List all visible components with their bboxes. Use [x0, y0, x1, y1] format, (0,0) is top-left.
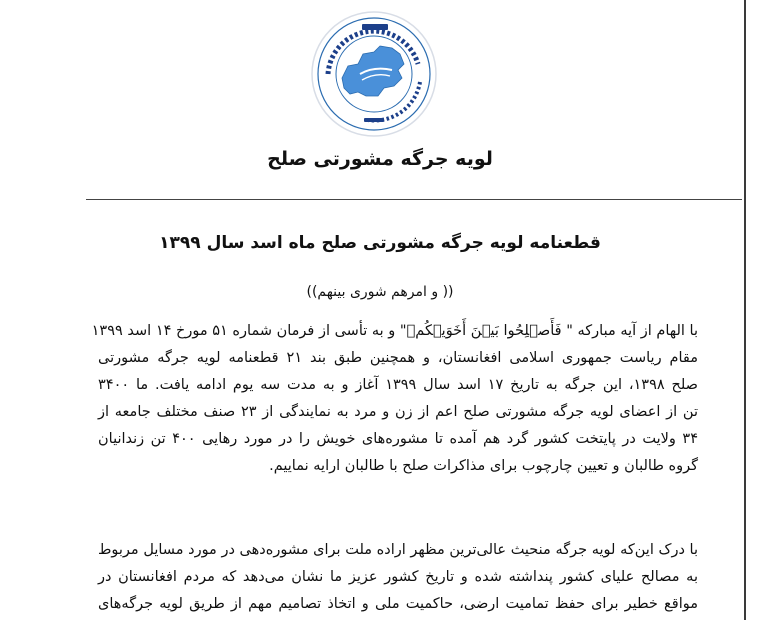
paragraph-line: با درک این‌که لویه جرگه منحیث عالی‌ترین مظهر اراده ملت برای مشوره‌دهی در مورد مسایل مربوط [98, 542, 698, 558]
header-divider [86, 199, 742, 200]
loya-jirga-emblem-icon [308, 8, 440, 140]
paragraph-line: ۳۴ ولایت در پایتخت کشور گرد هم آمده تا مشوره‌های خویش را در مورد رهایی ۴۰۰ تن زندانیان [98, 431, 698, 447]
paragraph-line: تن از اعضای لویه جرگه مشورتی صلح اعم از زن و مرد به نمایندگی از ۲۳ صنف مختلف جامعه از [98, 404, 698, 420]
document-title: قطعنامه لویه جرگه مشورتی صلح ماه اسد سال ۱۳۹۹ [159, 233, 601, 253]
paragraph-line: به مصالح علیای کشور پنداشته شده و تاریخ کشور عزیز ما نشان می‌دهد که مردم افغانستان در [98, 569, 698, 585]
page-edge-border [744, 0, 746, 620]
organization-title: لویه جرگه مشورتی صلح [267, 148, 493, 170]
paragraph-line: با الهام از آیه مبارکه " فَأَصۡلِحُوا بَیۡنَ أَخَوَیۡكُمۡ" و به تأسی از فرمان شماره ۵۱ مورخ ۱۴ اسد ۱۳۹۹ [91, 323, 698, 339]
paragraph-line: مواقع خطیر برای حفظ تمامیت ارضی، حاکمیت ملی و اتخاذ تصامیم مهم از طریق لویه جرگه‌های [98, 596, 698, 612]
paragraph-line: صلح ۱۳۹۸، این جرگه به تاریخ ۱۷ اسد سال ۱۳۹۹ آغاز و به مدت سه یوم ادامه یافت. ما ۳۴۰۰ [98, 377, 698, 393]
paragraph-2 [98, 537, 698, 618]
paragraph-line: گروه طالبان و تعیین چارچوب برای مذاکرات صلح با طالبان ارایه نماییم. [269, 458, 698, 474]
logo [308, 8, 440, 140]
paragraph-line: مقام ریاست جمهوری اسلامی افغانستان، و همچنین طبق بند ۲۱ قطعنامه لویه جرگه مشورتی [98, 350, 698, 366]
paragraph-1 [91, 318, 698, 480]
document-subtitle: (( و امرهم شوری بینهم)) [306, 284, 454, 300]
